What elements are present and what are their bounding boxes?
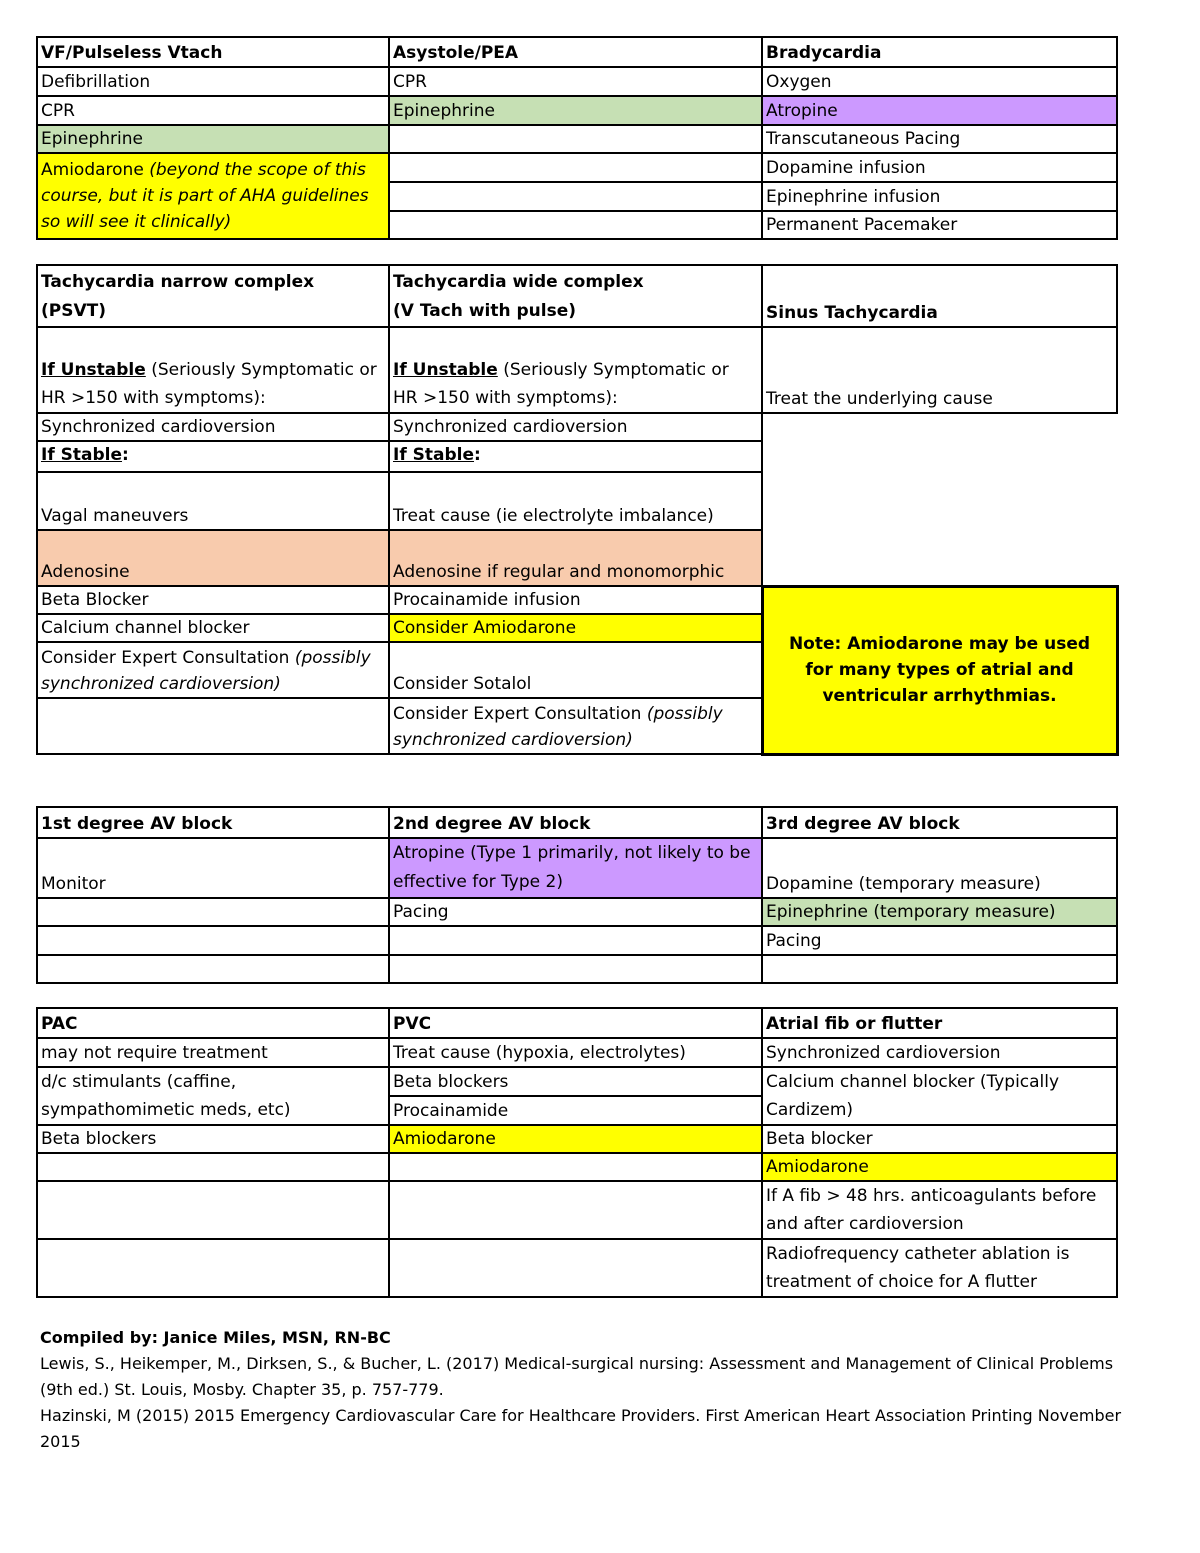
cell-anticoagulants: If A fib > 48 hrs. anticoagulants before and after cardioversion — [762, 1181, 1117, 1239]
cell-consider-amio: Consider Amiodarone — [389, 614, 762, 642]
cell-unstable-wide — [389, 327, 762, 413]
header-2nd: 2nd degree AV block — [389, 807, 762, 838]
table-tachycardia — [36, 264, 1119, 756]
cell-empty — [389, 1153, 762, 1181]
cell-empty — [37, 926, 389, 955]
reference-lewis: Lewis, S., Heikemper, M., Dirksen, S., & Bucher, L. (2017) Medical-surgical nursing: Assessment and Management of Clinical Problems (9th ed.) St. Louis, Mosby. Chapter 35, p. 757-779. — [40, 1354, 1114, 1399]
cell-epi-infusion: Epinephrine infusion — [762, 182, 1117, 211]
unstable-desc: (Seriously Symptomatic or HR >150 with symptoms): — [41, 360, 377, 408]
reference-hazinski: Hazinski, M (2015) 2015 Emergency Cardiovascular Care for Healthcare Providers. First American Heart Association Printing November 2015 — [40, 1406, 1122, 1451]
cell-dopamine: Dopamine infusion — [762, 153, 1117, 182]
compiled-by: Compiled by: Janice Miles, MSN, RN-BC — [40, 1328, 391, 1347]
cell-sync: Synchronized cardioversion — [37, 413, 389, 441]
cell-stable-narrow — [37, 441, 389, 472]
cell-pacing: Pacing — [762, 926, 1117, 955]
cell-empty — [389, 926, 762, 955]
header-narrow-line1: Tachycardia narrow complex — [41, 272, 315, 292]
table-av-block — [36, 806, 1118, 984]
header-asystole: Asystole/PEA — [389, 37, 762, 67]
cell-empty — [37, 955, 389, 983]
cell-beta-blocker: Beta blocker — [762, 1125, 1117, 1153]
cell-expert-wide — [389, 698, 762, 754]
cell-treat-cause: Treat cause (hypoxia, electrolytes) — [389, 1038, 762, 1067]
cell-empty — [37, 1153, 389, 1181]
header-wide — [389, 265, 762, 327]
cell-blank — [762, 441, 1117, 472]
cell-pacemaker: Permanent Pacemaker — [762, 211, 1117, 239]
cell-oxygen: Oxygen — [762, 67, 1117, 96]
cell-adenosine-regular: Adenosine if regular and monomorphic — [389, 530, 762, 586]
cell-empty — [37, 1181, 389, 1239]
if-stable-label: If Stable — [393, 445, 475, 465]
cell-epinephrine: Epinephrine (temporary measure) — [762, 898, 1117, 926]
header-wide-line1: Tachycardia wide complex — [393, 272, 644, 292]
expert-note: (possibly synchronized cardioversion) — [393, 704, 723, 750]
header-af: Atrial fib or flutter — [762, 1008, 1117, 1038]
header-3rd: 3rd degree AV block — [762, 807, 1117, 838]
unstable-desc: (Seriously Symptomatic or HR >150 with symptoms): — [393, 360, 729, 408]
cell-empty — [762, 955, 1117, 983]
cell-treat-electrolyte: Treat cause (ie electrolyte imbalance) — [389, 472, 762, 530]
cell-expert-narrow — [37, 642, 389, 698]
if-unstable-label: If Unstable — [41, 360, 146, 380]
cell-cpr: CPR — [37, 96, 389, 125]
cell-dopamine: Dopamine (temporary measure) — [762, 838, 1117, 898]
table-pac-pvc-af — [36, 1007, 1118, 1298]
cell-empty — [389, 955, 762, 983]
cell-pacing: Pacing — [389, 898, 762, 926]
expert-label: Consider Expert Consultation — [393, 704, 642, 724]
cell-amiodarone: Amiodarone — [389, 1125, 762, 1153]
header-1st: 1st degree AV block — [37, 807, 389, 838]
header-sinus-tach: Sinus Tachycardia — [762, 265, 1117, 327]
references — [40, 1325, 1130, 1455]
header-pvc: PVC — [389, 1008, 762, 1038]
header-narrow — [37, 265, 389, 327]
header-wide-line2: (V Tach with pulse) — [393, 301, 577, 321]
amiodarone-note: (beyond the scope of this course, but it is part of AHA guidelines so will see it clinically) — [41, 160, 369, 232]
cell-vagal: Vagal maneuvers — [37, 472, 389, 530]
cell-empty — [389, 1181, 762, 1239]
cell-cpr: CPR — [389, 67, 762, 96]
cell-stimulants: d/c stimulants (caffine, sympathomimetic meds, etc) — [37, 1067, 389, 1125]
cell-blank — [762, 413, 1117, 441]
cell-beta-blockers: Beta blockers — [389, 1067, 762, 1096]
cell-amiodarone: Amiodarone — [762, 1153, 1117, 1181]
cell-monitor: Monitor — [37, 838, 389, 898]
cell-sync: Synchronized cardioversion — [762, 1038, 1117, 1067]
cell-procainamide: Procainamide — [389, 1096, 762, 1125]
cell-empty — [389, 1239, 762, 1297]
header-pac: PAC — [37, 1008, 389, 1038]
cell-empty — [389, 211, 762, 239]
cell-blank — [762, 530, 1117, 586]
cell-atropine: Atropine — [762, 96, 1117, 125]
expert-note: (possibly synchronized cardioversion) — [41, 648, 371, 694]
cell-epinephrine: Epinephrine — [389, 96, 762, 125]
cell-treat-cause: Treat the underlying cause — [762, 327, 1117, 413]
table-vf-asystole-brady — [36, 36, 1118, 240]
cell-sync: Synchronized cardioversion — [389, 413, 762, 441]
cell-empty — [37, 1239, 389, 1297]
cell-stable-wide — [389, 441, 762, 472]
cell-amiodarone — [37, 153, 389, 239]
cell-unstable-narrow — [37, 327, 389, 413]
cell-empty — [389, 125, 762, 153]
cell-empty — [37, 698, 389, 754]
colon: : — [474, 445, 481, 465]
expert-label: Consider Expert Consultation — [41, 648, 290, 668]
cell-procainamide: Procainamide infusion — [389, 586, 762, 614]
cell-empty — [389, 182, 762, 211]
cell-no-treatment: may not require treatment — [37, 1038, 389, 1067]
amiodarone-label: Amiodarone — [41, 160, 144, 180]
cell-sotalol: Consider Sotalol — [389, 642, 762, 698]
header-vf: VF/Pulseless Vtach — [37, 37, 389, 67]
cell-epinephrine: Epinephrine — [37, 125, 389, 153]
cell-pacing: Transcutaneous Pacing — [762, 125, 1117, 153]
cell-beta-blocker: Beta Blocker — [37, 586, 389, 614]
header-narrow-line2: (PSVT) — [41, 301, 106, 321]
colon: : — [122, 445, 129, 465]
cell-adenosine: Adenosine — [37, 530, 389, 586]
cell-defibrillation: Defibrillation — [37, 67, 389, 96]
cell-ccb: Calcium channel blocker — [37, 614, 389, 642]
if-unstable-label: If Unstable — [393, 360, 498, 380]
cell-empty — [389, 153, 762, 182]
header-bradycardia: Bradycardia — [762, 37, 1117, 67]
cell-atropine: Atropine (Type 1 primarily, not likely to be effective for Type 2) — [389, 838, 762, 898]
cell-ccb: Calcium channel blocker (Typically Cardizem) — [762, 1067, 1117, 1125]
cell-blank — [762, 472, 1117, 530]
if-stable-label: If Stable — [41, 445, 123, 465]
cell-ablation: Radiofrequency catheter ablation is treatment of choice for A flutter — [762, 1239, 1117, 1297]
note-amiodarone: Note: Amiodarone may be used for many types of atrial and ventricular arrhythmias. — [762, 586, 1117, 754]
cell-beta-blockers: Beta blockers — [37, 1125, 389, 1153]
cell-empty — [37, 898, 389, 926]
